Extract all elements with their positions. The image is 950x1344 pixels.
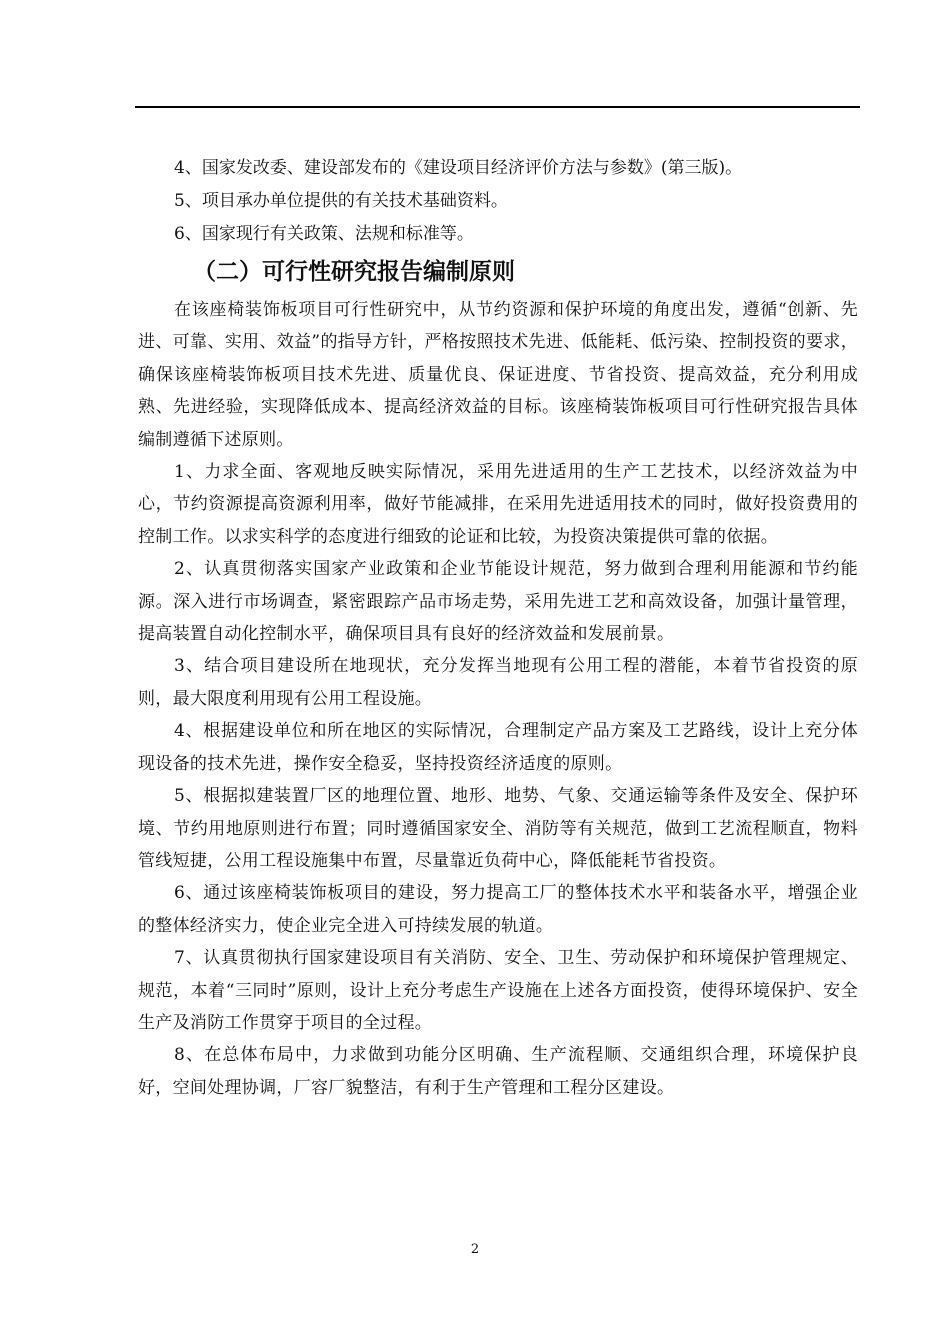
principle-paragraph: 3、结合项目建设所在地现状，充分发挥当地现有公用工程的潜能，本着节省投资的原则，最大限度利用现有公用工程设施。	[138, 656, 858, 709]
reference-item: 4、国家发改委、建设部发布的《建设项目经济评价方法与参数》(第三版)。	[174, 158, 743, 178]
principle-paragraph: 8、在总体布局中，力求做到功能分区明确、生产流程顺、交通组织合理，环境保护良好，空间处理协调，厂容厂貌整洁，有利于生产管理和工程分区建设。	[138, 1045, 858, 1098]
page-number: 2	[470, 1242, 480, 1257]
reference-item: 5、项目承办单位提供的有关技术基础资料。	[174, 191, 508, 211]
principle-paragraph: 4、根据建设单位和所在地区的实际情况，合理制定产品方案及工艺路线，设计上充分体现设备的技术先进，操作安全稳妥，坚持投资经济适度的原则。	[138, 721, 858, 774]
section-heading: （二）可行性研究报告编制原则	[193, 259, 515, 285]
principle-paragraph: 6、通过该座椅装饰板项目的建设，努力提高工厂的整体技术水平和装备水平，增强企业的整体经济实力，使企业完全进入可持续发展的轨道。	[138, 883, 858, 936]
page-content	[138, 152, 858, 1104]
principle-paragraph: 1、力求全面、客观地反映实际情况，采用先进适用的生产工艺技术，以经济效益为中心，节约资源提高资源利用率，做好节能减排，在采用先进适用技术的同时，做好投资费用的控制工作。以求实科学的态度进行细致的论证和比较，为投资决策提供可靠的依据。	[138, 462, 858, 547]
principle-paragraph: 5、根据拟建装置厂区的地理位置、地形、地势、气象、交通运输等条件及安全、保护环境、节约用地原则进行布置；同时遵循国家安全、消防等有关规范，做到工艺流程顺直，物料管线短捷，公用工程设施集中布置，尽量靠近负荷中心，降低能耗节省投资。	[138, 786, 858, 871]
principle-paragraph: 2、认真贯彻落实国家产业政策和企业节能设计规范，努力做到合理利用能源和节约能源。深入进行市场调查，紧密跟踪产品市场走势，采用先进工艺和高效设备，加强计量管理，提高装置自动化控制水平，确保项目具有良好的经济效益和发展前景。	[138, 559, 858, 645]
intro-paragraph: 在该座椅装饰板项目可行性研究中，从节约资源和保护环境的角度出发，遵循“创新、先进、可靠、实用、效益”的指导方针，严格按照技术先进、低能耗、低污染、控制投资的要求，确保该座椅装饰板项目技术先进、质量优良、保证进度、节省投资、提高效益，充分利用成熟、先进经验，实现降低成本、提高经济效益的目标。该座椅装饰板项目可行性研究报告具体编制遵循下述原则。	[138, 300, 858, 450]
principle-paragraph: 7、认真贯彻执行国家建设项目有关消防、安全、卫生、劳动保护和环境保护管理规定、规范，本着“三同时”原则，设计上充分考虑生产设施在上述各方面投资，使得环境保护、安全生产及消防工作贯穿于项目的全过程。	[138, 948, 858, 1033]
reference-item: 6、国家现行有关政策、法规和标准等。	[174, 224, 474, 244]
header-rule	[135, 106, 860, 108]
